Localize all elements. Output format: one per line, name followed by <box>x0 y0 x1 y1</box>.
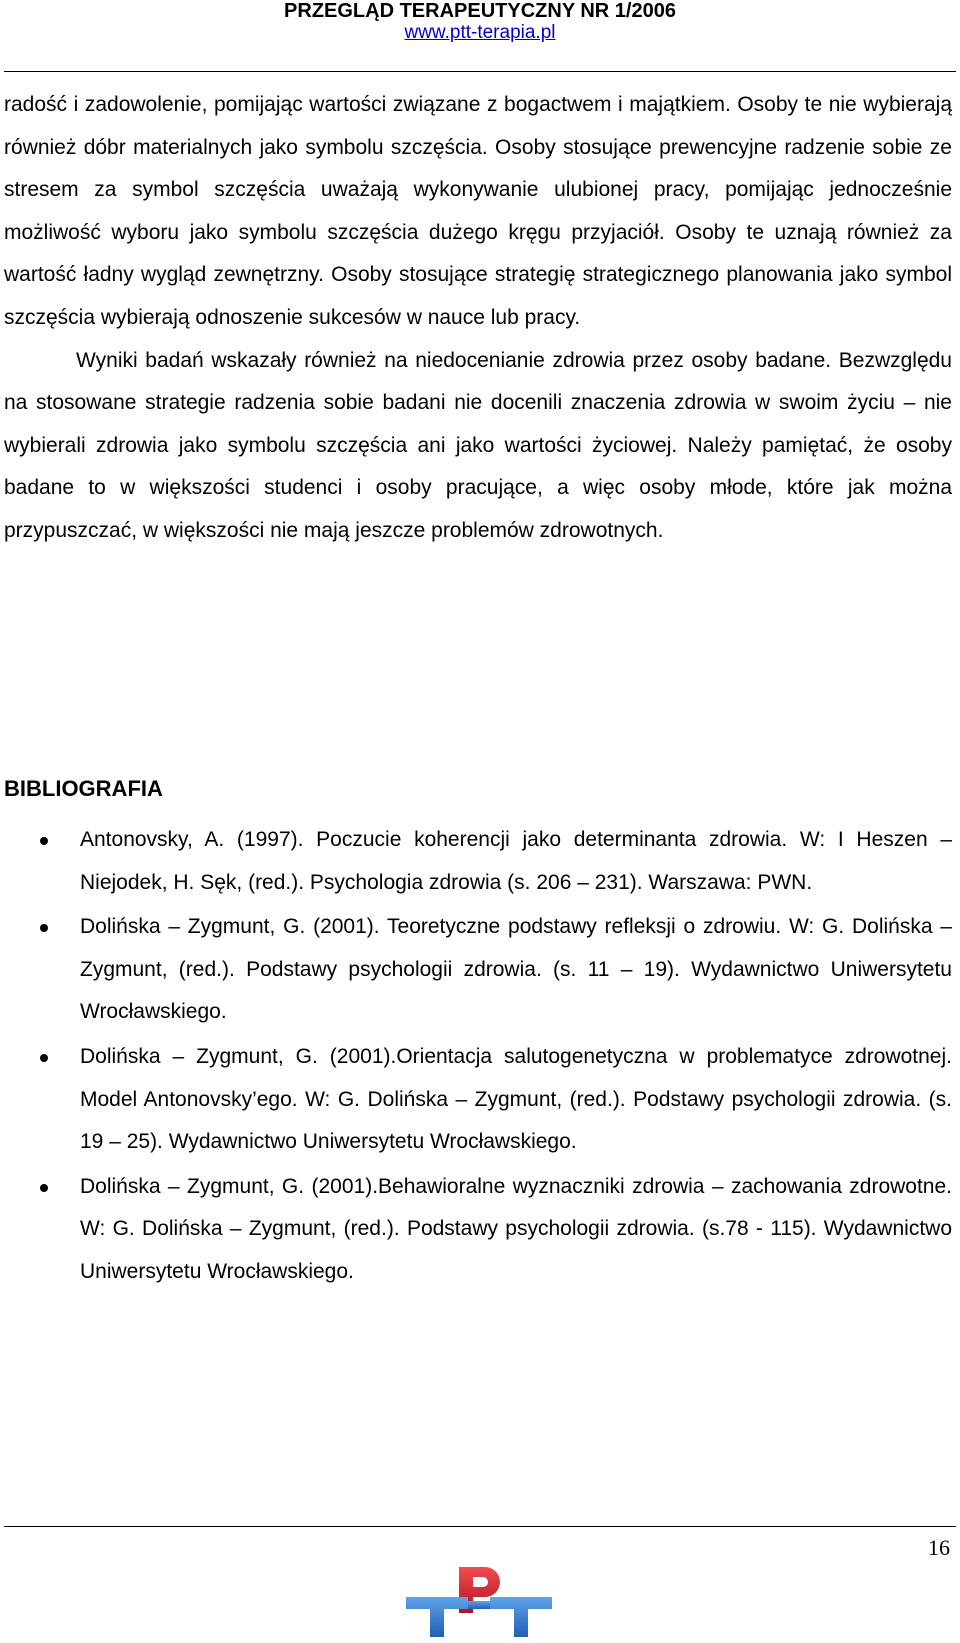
body-paragraph: Wyniki badań wskazały również na niedocenianie zdrowia przez osoby badane. Bezwzględu na stosowane strategie radzenia sobie badani nie docenili znaczenia zdrowia w swoim życiu – nie wybierali zdrowia jako symbolu szczęścia ani jako wartości życiowej. Należy pamiętać, że osoby badane to w większości studenci i osoby pracujące, a więc osoby młode, które jak można przypuszczać, w większości nie mają jeszcze problemów zdrowotnych. <box>4 348 952 542</box>
bibliography-item <box>4 906 952 1034</box>
journal-title: PRZEGLĄD TERAPEUTYCZNY NR 1/2006 <box>284 0 676 22</box>
bibliography-item-text: Dolińska – Zygmunt, G. (2001).Orientacja salutogenetyczna w problematyce zdrowotnej. Model Antonovsky’ego. W: G. Dolińska – Zygmunt, (red.). Podstawy psychologii zdrowia. (s. 19 – 25). Wydawnictwo Uniwersytetu Wrocławskiego. <box>80 1044 952 1154</box>
bibliography-list <box>4 819 952 1296</box>
bibliography-item <box>4 819 952 904</box>
bibliography-item <box>4 1036 952 1164</box>
ptt-logo <box>404 1563 554 1639</box>
page-header <box>0 0 960 44</box>
bullet-icon <box>40 1054 48 1062</box>
article-body <box>4 84 952 553</box>
footer-divider <box>4 1526 956 1527</box>
bullet-icon <box>40 924 48 932</box>
bibliography-item-text: Dolińska – Zygmunt, G. (2001). Teoretyczne podstawy refleksji o zdrowiu. W: G. Dolińska – Zygmunt, (red.). Podstawy psychologii zdrowia. (s. 11 – 19). Wydawnictwo Uniwersytetu Wrocławskiego. <box>80 915 952 1024</box>
bibliography-item-text: Antonovsky, A. (1997). Poczucie koherencji jako determinanta zdrowia. W: I Heszen – Niejodek, H. Sęk, (red.). Psychologia zdrowia (s. 206 – 231). Warszawa: PWN. <box>80 828 952 894</box>
body-paragraph: radość i zadowolenie, pomijając wartości związane z bogactwem i majątkiem. Osoby te nie wybierają również dóbr materialnych jako symbolu szczęścia. Osoby stosujące prewencyjne radzenie sobie ze stresem za symbol szczęścia uważają wykonywanie ulubionej pracy, pomijając jednocześnie możliwość wyboru jako symbolu szczęścia dużego kręgu przyjaciół. Osoby te uznają również za wartość ładny wygląd zewnętrzny. Osoby stosujące strategię strategicznego planowania jako symbol szczęścia wybierają odnoszenie sukcesów w nauce lub pracy. <box>4 93 952 329</box>
bibliography-heading: BIBLIOGRAFIA <box>4 776 163 801</box>
bibliography-item <box>4 1166 952 1294</box>
page-number: 16 <box>928 1535 950 1560</box>
journal-url-link[interactable]: www.ptt-terapia.pl <box>404 22 556 43</box>
header-divider <box>4 71 956 72</box>
bibliography-item-text: Dolińska – Zygmunt, G. (2001).Behawioralne wyznaczniki zdrowia – zachowania zdrowotne. W: G. Dolińska – Zygmunt, (red.). Podstawy psychologii zdrowia. (s.78 - 115). Wydawnictwo Uniwersytetu Wrocławskiego. <box>80 1174 952 1283</box>
bullet-icon <box>40 837 48 845</box>
bullet-icon <box>40 1184 48 1192</box>
